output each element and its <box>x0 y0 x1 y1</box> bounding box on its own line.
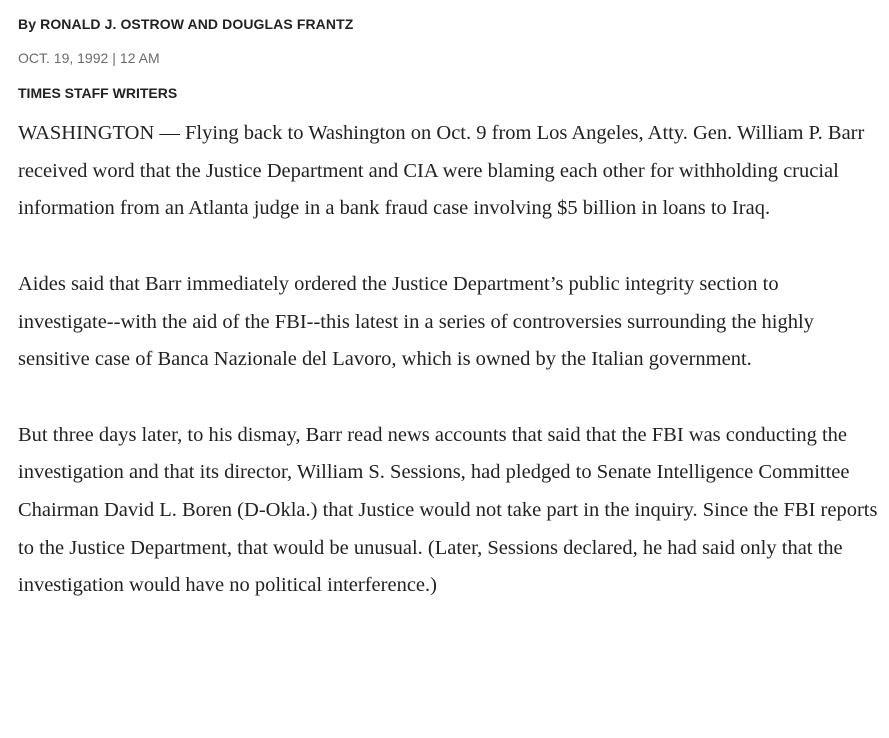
date-separator: | <box>112 50 116 66</box>
dateline <box>18 50 160 66</box>
byline <box>18 16 353 32</box>
byline-prefix: By <box>18 16 37 32</box>
staff-label: TIMES STAFF WRITERS <box>18 85 178 101</box>
article-body <box>18 115 878 643</box>
paragraph-2: Aides said that Barr immediately ordered the Justice Department’s public integrity section to investigate--with the aid of the FBI--this latest in a series of controversies surrounding the highly sensitive case of Banca Nazionale del Lavoro, which is owned by the Italian government. <box>18 272 814 371</box>
article-time: 12 AM <box>119 50 160 66</box>
article-date: OCT. 19, 1992 <box>18 50 109 66</box>
paragraph-1: WASHINGTON — Flying back to Washington on Oct. 9 from Los Angeles, Atty. Gen. William P. Barr received word that the Justice Department and CIA were blaming each other for withholding crucial information from an Atlanta judge in a bank fraud case involving $5 billion in loans to Iraq. <box>18 122 865 220</box>
paragraph-3: But three days later, to his dismay, Barr read news accounts that said that the FBI was conducting the investigation and that its director, William S. Sessions, had pledged to Senate Intelligence Committee Chairman David L. Boren (D-Okla.) that Justice would not take part in the inquiry. Since the FBI reports to the Justice Department, that would be unusual. (Later, Sessions declared, he had said only that the investigation would have no political interference.) <box>18 423 878 597</box>
byline-authors[interactable]: RONALD J. OSTROW AND DOUGLAS FRANTZ <box>40 16 354 32</box>
